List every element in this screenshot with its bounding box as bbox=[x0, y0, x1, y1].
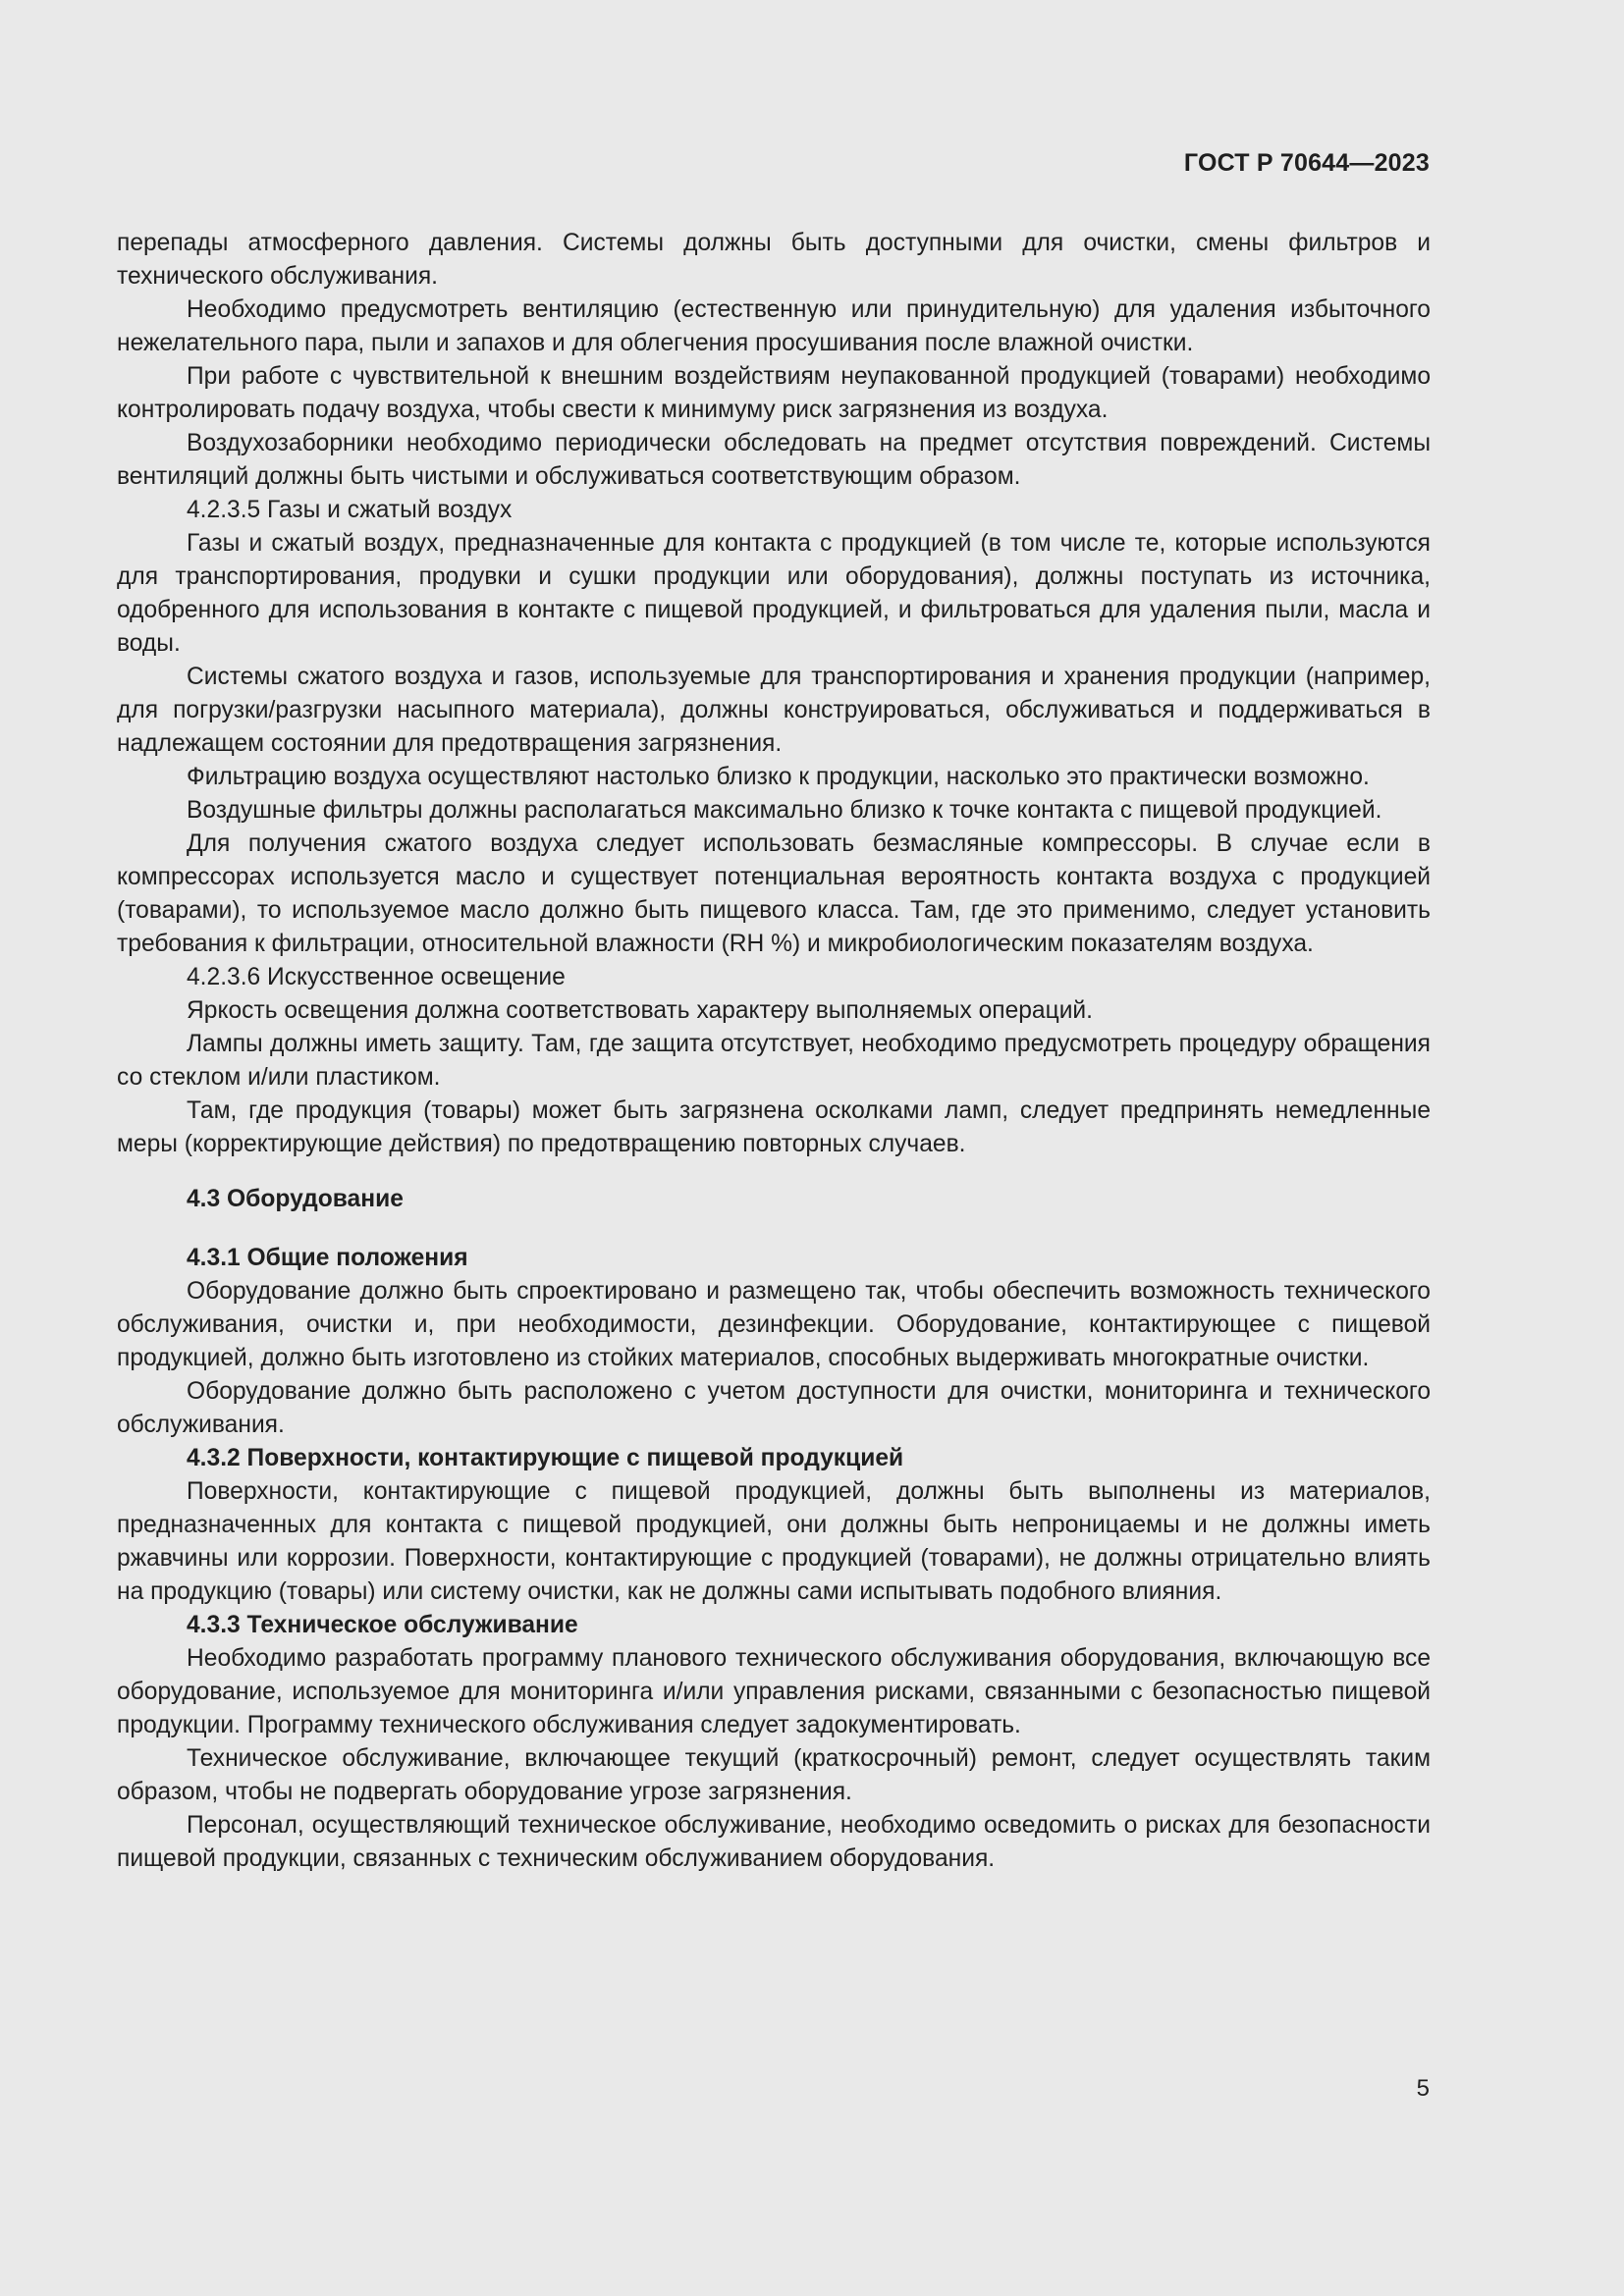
paragraph: Яркость освещения должна соответствовать характеру выполняемых операций. bbox=[187, 997, 1093, 1024]
paragraph: Оборудование должно быть спроектировано и размещено так, чтобы обеспечить возможность технического обслуживания, очистки и, при необходимости, дезинфекции. Оборудование, контактирующее с пищевой продукцией, должно быть изготовлено из стойких материалов, способных выдерживать многократные очистки. bbox=[117, 1278, 1431, 1371]
document-body bbox=[117, 227, 1431, 1876]
section-heading-4-2-3-6: 4.2.3.6 Искусственное освещение bbox=[187, 964, 566, 990]
paragraph: Персонал, осуществляющий техническое обслуживание, необходимо осведомить о рисках для безопасности пищевой продукции, связанных с техническим обслуживанием оборудования. bbox=[117, 1812, 1431, 1872]
paragraph: Системы сжатого воздуха и газов, используемые для транспортирования и хранения продукции (например, для погрузки/разгрузки насыпного материала), должны конструироваться, обслуживаться и поддерживаться в надлежащем состоянии для предотвращения загрязнения. bbox=[117, 664, 1431, 757]
section-heading-4-3-3: 4.3.3 Техническое обслуживание bbox=[187, 1612, 578, 1638]
paragraph: Необходимо разработать программу планового технического обслуживания оборудования, включающую все оборудование, используемое для мониторинга и/или управления рисками, связанными с безопасностью пищевой продукции. Программу технического обслуживания следует задокументировать. bbox=[117, 1645, 1431, 1738]
section-heading-4-2-3-5: 4.2.3.5 Газы и сжатый воздух bbox=[187, 497, 513, 523]
paragraph: Необходимо предусмотреть вентиляцию (естественную или принудительную) для удаления избыточного нежелательного пара, пыли и запахов и для облегчения просушивания после влажной очистки. bbox=[117, 296, 1431, 356]
paragraph: Воздухозаборники необходимо периодически обследовать на предмет отсутствия повреждений. Системы вентиляций должны быть чистыми и обслуживаться соответствующим образом. bbox=[117, 430, 1431, 490]
paragraph: Воздушные фильтры должны располагаться максимально близко к точке контакта с пищевой продукцией. bbox=[187, 797, 1382, 824]
document-code-header: ГОСТ Р 70644—2023 bbox=[1183, 149, 1430, 177]
paragraph: Техническое обслуживание, включающее текущий (краткосрочный) ремонт, следует осуществлять таким образом, чтобы не подвергать оборудование угрозе загрязнения. bbox=[117, 1745, 1431, 1805]
paragraph: При работе с чувствительной к внешним воздействиям неупакованной продукцией (товарами) необходимо контролировать подачу воздуха, чтобы свести к минимуму риск загрязнения из воздуха. bbox=[117, 363, 1431, 423]
paragraph: Лампы должны иметь защиту. Там, где защита отсутствует, необходимо предусмотреть процедуру обращения со стеклом и/или пластиком. bbox=[117, 1031, 1431, 1091]
section-heading-4-3-2: 4.3.2 Поверхности, контактирующие с пищевой продукцией bbox=[187, 1445, 904, 1471]
paragraph: Там, где продукция (товары) может быть загрязнена осколками ламп, следует предпринять немедленные меры (корректирующие действия) по предотвращению повторных случаев. bbox=[117, 1097, 1431, 1157]
section-heading-4-3: 4.3 Оборудование bbox=[187, 1186, 404, 1212]
paragraph: Оборудование должно быть расположено с учетом доступности для очистки, мониторинга и технического обслуживания. bbox=[117, 1378, 1431, 1438]
paragraph: Фильтрацию воздуха осуществляют настолько близко к продукции, насколько это практически возможно. bbox=[187, 764, 1370, 790]
paragraph: Для получения сжатого воздуха следует использовать безмасляные компрессоры. В случае если в компрессорах используется масло и существует потенциальная вероятность контакта воздуха с продукцией (товарами), то используемое масло должно быть пищевого класса. Там, где это применимо, следует установить требования к фильтрации, относительной влажности (RH %) и микробиологическим показателям воздуха. bbox=[117, 830, 1431, 957]
paragraph: Поверхности, контактирующие с пищевой продукцией, должны быть выполнены из материалов, предназначенных для контакта с пищевой продукцией, они должны быть непроницаемы и не должны иметь ржавчины или коррозии. Поверхности, контактирующие с продукцией (товарами), не должны отрицательно влиять на продукцию (товары) или систему очистки, как не должны сами испытывать подобного влияния. bbox=[117, 1478, 1431, 1605]
section-heading-4-3-1: 4.3.1 Общие положения bbox=[187, 1245, 468, 1271]
page-number: 5 bbox=[1416, 2075, 1430, 2102]
paragraph: Газы и сжатый воздух, предназначенные для контакта с продукцией (в том числе те, которые используются для транспортирования, продувки и сушки продукции или оборудования), должны поступать из источника, одобренного для использования в контакте с пищевой продукцией, и фильтроваться для удаления пыли, масла и воды. bbox=[117, 530, 1431, 657]
paragraph: перепады атмосферного давления. Системы должны быть доступными для очистки, смены фильтров и технического обслуживания. bbox=[117, 230, 1431, 290]
